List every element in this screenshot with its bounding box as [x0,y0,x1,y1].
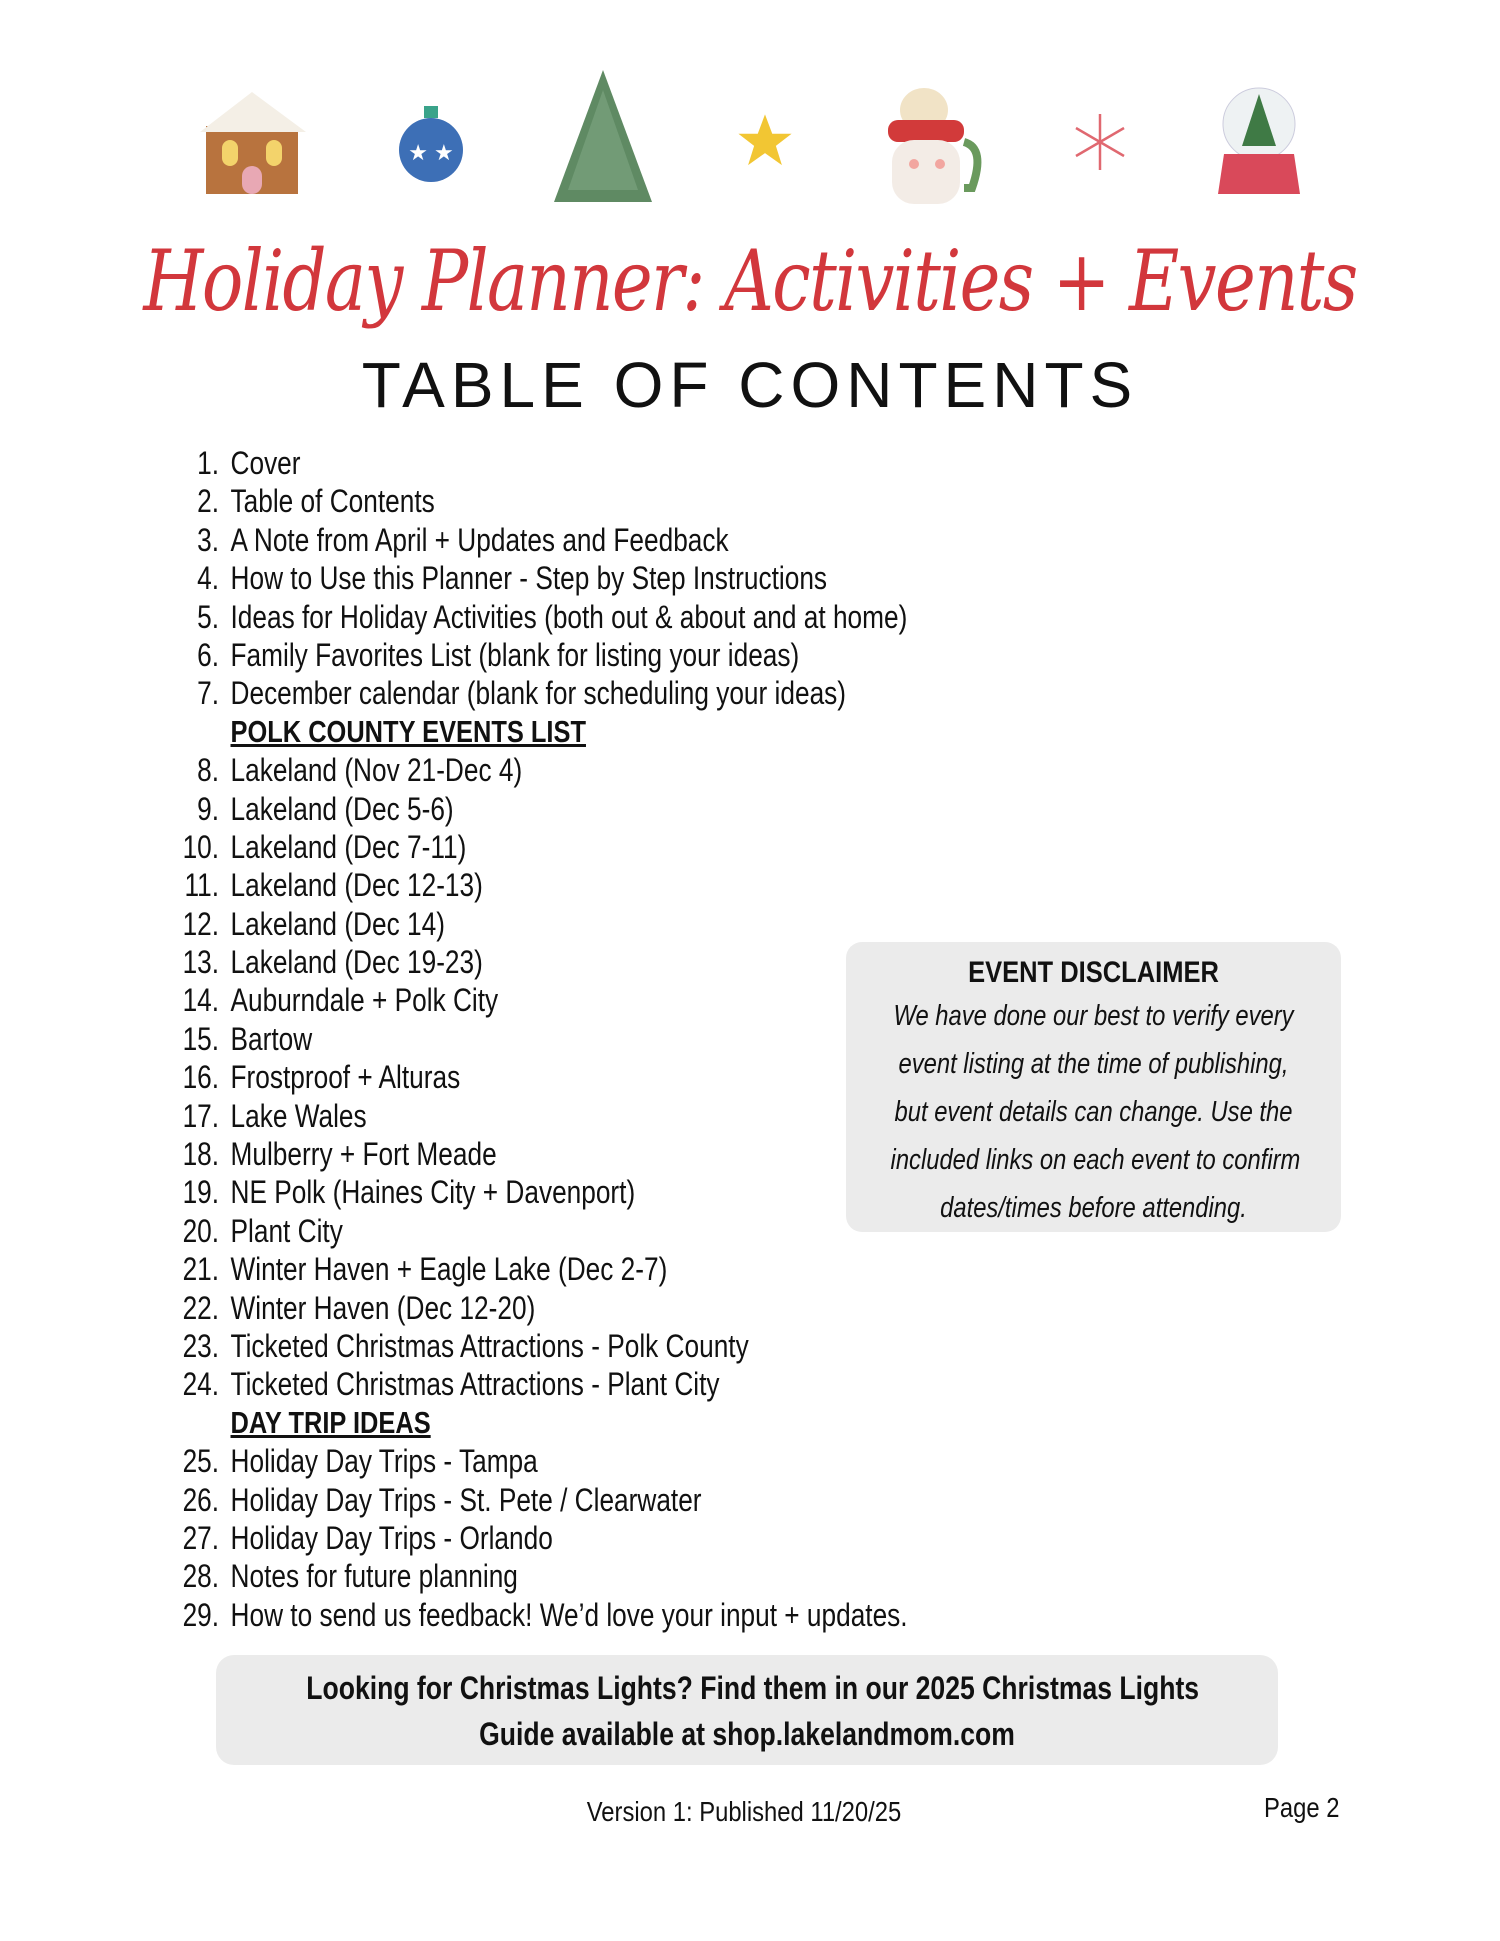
toc-item [160,1020,908,1058]
toc-item [160,751,908,789]
toc-item-label: Lakeland (Dec 12-13) [230,867,483,904]
toc-item-number: 3. [197,521,220,558]
toc-item-number: 24. [182,1366,220,1403]
version-note: Version 1: Published 11/20/25 [586,1796,902,1827]
svg-text:★ ★: ★ ★ [408,140,454,165]
toc-item-number: 18. [182,1136,220,1173]
toc-item-label: Plant City [230,1212,343,1249]
toc-item [160,790,908,828]
toc-item-label: Lakeland (Dec 14) [230,905,445,942]
toc-item [160,1519,908,1557]
toc-item-number: 2. [197,483,220,520]
disclaimer-line: dates/times before attending. [940,1192,1247,1224]
toc-item [160,1058,908,1096]
toc-item-number: 13. [182,944,220,981]
toc-item [160,1289,908,1327]
planner-script-title: Holiday Planner: Activities + Events [143,232,1357,330]
callout-line-2: Guide available at shop.lakelandmom.com [479,1716,1015,1752]
toc-item-label: Auburndale + Polk City [230,982,499,1019]
callout-line-1: Looking for Christmas Lights? Find them in our 2025 Christmas Lights [306,1670,1200,1706]
toc-item-label: Winter Haven (Dec 12-20) [230,1289,536,1326]
toc-item-label: Lake Wales [230,1097,367,1134]
toc-item-number: 16. [182,1059,220,1096]
toc-item [160,866,908,904]
toc-item-number: 10. [182,828,220,865]
toc-item-number: 23. [182,1327,220,1364]
toc-item [160,559,908,597]
disclaimer-line: but event details can change. Use the [894,1096,1293,1128]
toc-item-number: 27. [182,1519,220,1556]
toc-item [160,943,908,981]
toc-item-label: December calendar (blank for scheduling your ideas) [230,675,847,712]
toc-item-number: 29. [182,1596,220,1633]
toc-item-label: Table of Contents [230,483,435,520]
star-icon [736,112,794,170]
section-heading-polk: POLK COUNTY EVENTS LIST [230,713,586,749]
disclaimer-heading: EVENT DISCLAIMER [968,956,1219,989]
toc-item-label: Lakeland (Nov 21-Dec 4) [230,752,523,789]
toc-item-number: 6. [197,636,220,673]
toc-item [160,905,908,943]
toc-item-number: 7. [197,675,220,712]
toc-item-label: Cover [230,445,301,481]
toc-item-number: 20. [182,1212,220,1249]
toc-item-number: 14. [182,982,220,1019]
gingerbread-house-icon [192,86,314,196]
toc-item-label: Winter Haven + Eagle Lake (Dec 2-7) [230,1251,668,1288]
toc-item [160,521,908,559]
santa-mug-icon [878,80,988,210]
toc-item [160,674,908,712]
section-heading-day-trips: DAY TRIP IDEAS [230,1404,431,1440]
toc-item-number: 12. [182,905,220,942]
toc-item-number: 4. [197,560,220,597]
page-number: Page 2 [1264,1792,1340,1823]
christmas-tree-icon [548,70,658,210]
disclaimer-line: event listing at the time of publishing, [898,1048,1289,1080]
toc-item-number: 8. [197,752,220,789]
toc-item-number: 15. [182,1020,220,1057]
table-of-contents [160,444,908,1634]
toc-item [160,828,908,866]
toc-item [160,1173,908,1211]
toc-item-number: 9. [197,790,220,827]
toc-item-label: Frostproof + Alturas [230,1059,461,1096]
toc-item-number: 25. [182,1443,220,1480]
snowflake-icon [1070,112,1130,172]
toc-item-label: Holiday Day Trips - Tampa [230,1443,538,1480]
toc-item-label: A Note from April + Updates and Feedback [230,521,729,558]
toc-item [160,1365,908,1403]
ornament-icon [396,104,466,184]
toc-item-label: Bartow [230,1020,313,1057]
toc-item-number: 19. [182,1174,220,1211]
toc-item-label: Mulberry + Fort Meade [230,1136,497,1173]
toc-item [160,1135,908,1173]
toc-item-number: 1. [197,445,220,481]
christmas-lights-callout [216,1655,1278,1765]
toc-item-label: Ideas for Holiday Activities (both out & about and at home) [230,598,908,635]
toc-item-label: Lakeland (Dec 5-6) [230,790,454,827]
toc-item [160,1596,908,1634]
toc-item [160,1481,908,1519]
toc-item [160,444,908,482]
toc-item [160,636,908,674]
toc-item-label: Ticketed Christmas Attractions - Plant City [230,1366,720,1403]
toc-item [160,1327,908,1365]
toc-item [160,1097,908,1135]
toc-item-number: 11. [184,867,220,904]
toc-item-number: 5. [197,598,220,635]
toc-item-label: Holiday Day Trips - St. Pete / Clearwater [230,1481,702,1518]
toc-item [160,598,908,636]
toc-item [160,1442,908,1480]
page-title: TABLE OF CONTENTS [361,349,1139,421]
toc-item-label: Family Favorites List (blank for listing your ideas) [230,636,800,673]
toc-item-label: NE Polk (Haines City + Davenport) [230,1174,636,1211]
toc-item-label: Notes for future planning [230,1558,518,1595]
toc-item-label: Ticketed Christmas Attractions - Polk County [230,1327,749,1364]
event-disclaimer-box [846,942,1341,1232]
toc-item-label: Lakeland (Dec 7-11) [230,828,467,865]
toc-item-number: 21. [182,1251,220,1288]
toc-item [160,1557,908,1595]
toc-item-label: How to Use this Planner - Step by Step Instructions [230,560,828,597]
toc-item-label: Holiday Day Trips - Orlando [230,1519,553,1556]
toc-item [160,1250,908,1288]
toc-item [160,482,908,520]
toc-item-number: 28. [182,1558,220,1595]
snow-globe-icon [1216,84,1302,200]
toc-item-number: 26. [182,1481,220,1518]
toc-item-label: Lakeland (Dec 19-23) [230,944,483,981]
toc-item [160,1212,908,1250]
toc-item-label: How to send us feedback! We’d love your input + updates. [230,1596,908,1633]
disclaimer-line: included links on each event to confirm [890,1144,1301,1176]
toc-item-number: 17. [182,1097,220,1134]
toc-item [160,981,908,1019]
toc-item-number: 22. [182,1289,220,1326]
disclaimer-line: We have done our best to verify every [893,1000,1294,1032]
